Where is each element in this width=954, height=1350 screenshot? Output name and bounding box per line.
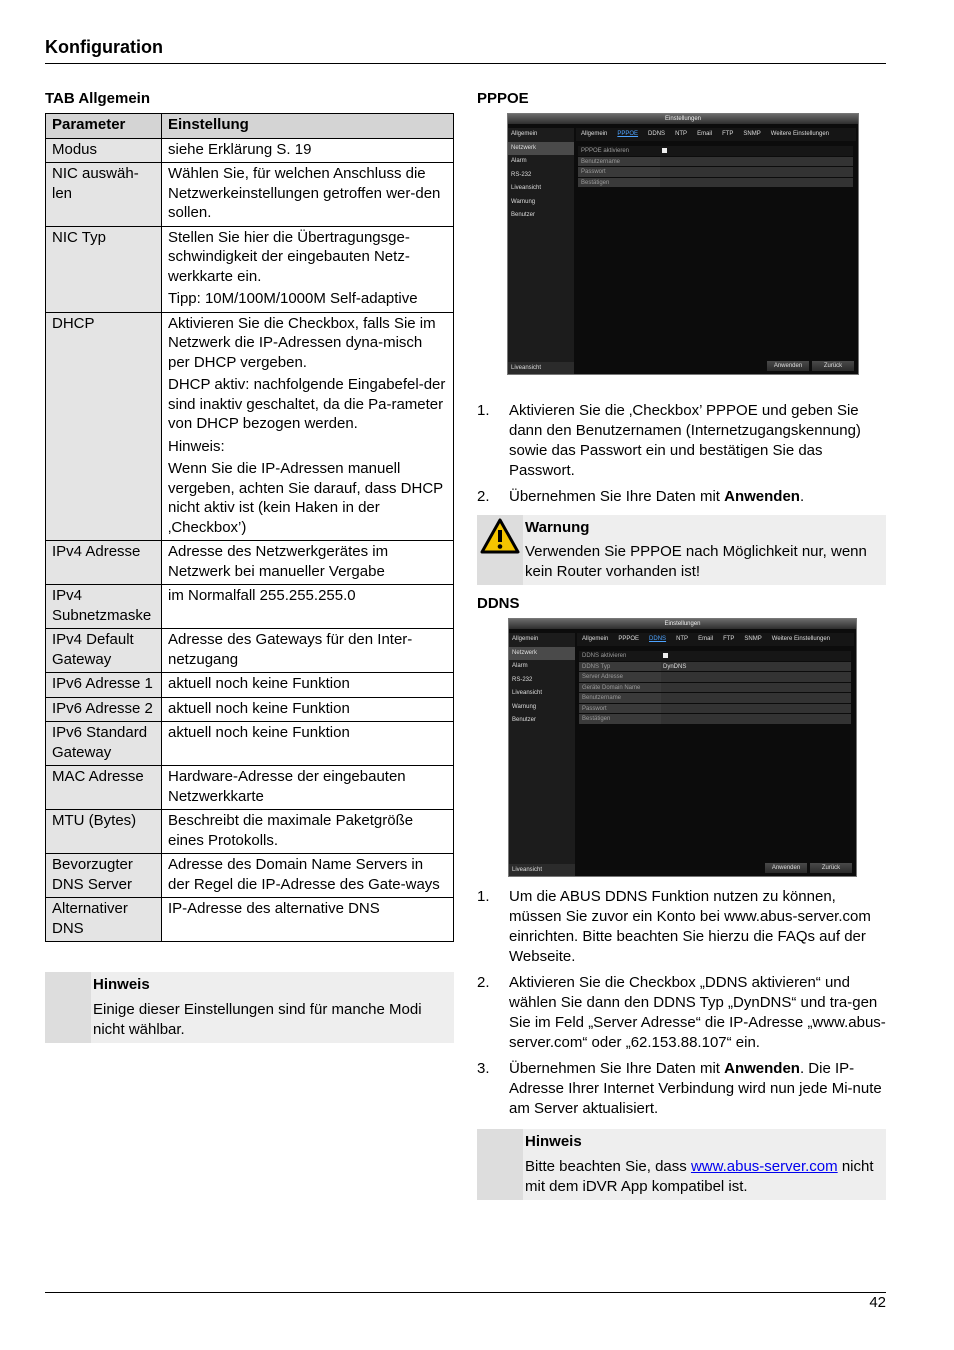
settings-label: Benutzername: [578, 157, 660, 167]
step-text-pre: Übernehmen Sie Ihre Daten mit: [509, 488, 725, 505]
settings-tab[interactable]: NTP: [675, 131, 688, 137]
settings-tab[interactable]: Email: [698, 636, 714, 642]
section-title-tab-allgemein: TAB Allgemein: [45, 90, 151, 107]
parameter-cell: IPv6 Adresse 1: [46, 673, 162, 698]
settings-label: Geräte Domain Name: [579, 683, 661, 693]
settings-value[interactable]: [661, 704, 851, 714]
setting-text: Wählen Sie, für welchen Anschluss die Netzwerkeinstellungen getroffen wer-den sollen.: [168, 165, 441, 221]
settings-value[interactable]: [660, 167, 853, 177]
setting-text: siehe Erklärung S. 19: [168, 140, 312, 158]
settings-value[interactable]: [661, 651, 851, 661]
step-item: [477, 973, 886, 1053]
parameter-cell: MAC Adresse: [46, 766, 162, 810]
setting-cell: [162, 697, 454, 722]
step-text-bold: Anwenden: [724, 1060, 800, 1077]
table-row: [46, 722, 454, 766]
setting-cell: [162, 673, 454, 698]
setting-text: Aktivieren Sie die Checkbox, falls Sie im Netzwerk die IP-Adressen dyna-misch per DHCP vergeben.: [168, 314, 436, 371]
step-text: Um die ABUS DDNS Funktion nutzen zu können, müssen Sie zuvor ein Konto bei www.abus-server.com einrichten. Bitte beachten Sie hierzu die FAQs auf der Webseite.: [509, 888, 871, 965]
note-icon-column: [477, 1129, 523, 1200]
setting-text: aktuell noch keine Funktion: [168, 724, 350, 741]
settings-tabs: [577, 633, 854, 646]
sidebar-item[interactable]: Warnung: [512, 703, 537, 710]
settings-tab[interactable]: SNMP: [744, 636, 762, 642]
right-column: [477, 90, 886, 1200]
sidebar-item[interactable]: Alarm: [511, 158, 527, 164]
settings-value[interactable]: [661, 672, 851, 682]
settings-buttons: [765, 863, 852, 873]
settings-value[interactable]: [661, 693, 851, 703]
setting-cell: [162, 312, 454, 541]
sidebar-item[interactable]: Netzwerk: [508, 142, 574, 156]
settings-tab[interactable]: Weitere Einstellungen: [771, 636, 831, 642]
parameter-cell: Alternativer DNS: [46, 898, 162, 942]
settings-value[interactable]: [661, 714, 851, 724]
table-row: [46, 312, 454, 541]
table-row: [46, 673, 454, 698]
settings-label: Benutzername: [579, 693, 661, 703]
setting-text: DHCP aktiv: nachfolgende Eingabefel-der sind inaktiv geschaltet, da die Pa-rameter von DHCP bezogen werden.: [168, 376, 446, 432]
step-number: 2.: [477, 488, 490, 505]
parameter-cell: DHCP: [46, 312, 162, 541]
column-header-einstellung: Einstellung: [162, 114, 454, 139]
page-header: [45, 37, 886, 64]
sidebar-item[interactable]: Netzwerk: [509, 647, 575, 661]
setting-text: Wenn Sie die IP-Adressen manuell vergeben, achten Sie darauf, dass DHCP nicht aktiv ist (kein Haken in der ‚Checkbox’): [168, 460, 443, 536]
table-header-row: [46, 114, 454, 139]
sidebar-item[interactable]: Benutzer: [511, 212, 536, 218]
abus-server-link[interactable]: www.abus-server.com: [690, 1158, 838, 1175]
sidebar-item[interactable]: Benutzer: [512, 717, 537, 723]
settings-tab[interactable]: PPPOE: [618, 636, 640, 642]
setting-text: Adresse des Domain Name Servers in der Regel die IP-Adresse des Gate-ways: [168, 856, 440, 893]
sidebar-item[interactable]: RS-232: [512, 676, 533, 683]
settings-tabs: [576, 128, 856, 141]
settings-row: [579, 672, 851, 683]
settings-tab[interactable]: NTP: [676, 636, 689, 642]
settings-tab[interactable]: Weitere Einstellungen: [770, 131, 830, 137]
warning-triangle-icon: [479, 517, 521, 555]
warnung-note: [477, 515, 886, 585]
note-text-post: nicht mit dem iDVR App kompatibel ist.: [525, 1158, 874, 1195]
note-text: [525, 1157, 880, 1197]
settings-tab[interactable]: PPPOE: [617, 131, 639, 137]
setting-cell: [162, 854, 454, 898]
settings-row: [579, 693, 851, 704]
settings-label: Server Adresse: [579, 672, 661, 682]
table-row: [46, 697, 454, 722]
table-row: [46, 810, 454, 854]
settings-value[interactable]: [660, 157, 853, 167]
sidebar-item[interactable]: Warnung: [511, 198, 536, 205]
settings-buttons: [767, 361, 854, 371]
window-title: Einstellungen: [509, 619, 856, 629]
step-text-pre: Übernehmen Sie Ihre Daten mit: [509, 1060, 725, 1077]
enable-checkbox[interactable]: [662, 148, 667, 153]
setting-cell: [162, 163, 454, 227]
settings-sidebar: [509, 633, 575, 876]
sidebar-bottom-item[interactable]: Liveansicht: [508, 362, 574, 374]
step-number: 2.: [477, 974, 490, 991]
step-item: [477, 487, 886, 507]
parameter-cell: IPv6 Standard Gateway: [46, 722, 162, 766]
settings-form: [579, 651, 851, 725]
setting-cell: [162, 585, 454, 629]
apply-button[interactable]: Anwenden: [767, 361, 809, 371]
left-column: [45, 90, 454, 1043]
setting-text: aktuell noch keine Funktion: [168, 675, 350, 692]
settings-label: Bestätigen: [579, 714, 661, 724]
back-button[interactable]: Zurück: [810, 863, 852, 873]
hinweis-note-right: [477, 1129, 886, 1200]
setting-cell: [162, 722, 454, 766]
settings-row: [578, 146, 853, 157]
note-text: Einige dieser Einstellungen sind für manche Modi nicht wählbar.: [93, 1001, 422, 1038]
step-text: Aktivieren Sie die Checkbox „DDNS aktivieren“ und wählen Sie dann den DDNS Typ „DynDNS“ und tra-gen Sie im Feld „Server Adresse“ die IP-Adresse „www.abus-server.com“ oder „62.153.88.107“ ein.: [509, 974, 886, 1051]
section-title-ddns: DDNS: [477, 595, 520, 612]
settings-row: [579, 714, 851, 725]
parameter-cell: IPv4 Default Gateway: [46, 629, 162, 673]
settings-label: Passwort: [579, 704, 661, 714]
step-item: [477, 1059, 886, 1119]
settings-value[interactable]: [660, 178, 853, 188]
settings-tab[interactable]: Email: [697, 131, 713, 137]
setting-text: im Normalfall 255.255.255.0: [168, 587, 356, 604]
parameter-cell: IPv4 Subnetzmaske: [46, 585, 162, 629]
parameter-cell: IPv6 Adresse 2: [46, 697, 162, 722]
setting-cell: [162, 226, 454, 312]
page-title: Konfiguration: [45, 37, 163, 57]
column-header-parameter: Parameter: [46, 114, 162, 139]
table-row: [46, 898, 454, 942]
table-row: [46, 541, 454, 585]
parameter-cell: NIC Typ: [46, 226, 162, 312]
settings-row: [578, 157, 853, 168]
note-icon-column: [45, 972, 91, 1043]
settings-tab[interactable]: SNMP: [743, 131, 761, 137]
section-title-pppoe: PPPOE: [477, 90, 529, 107]
table-row: [46, 138, 454, 163]
back-button[interactable]: Zurück: [812, 361, 854, 371]
page-footer-rule: [45, 1292, 886, 1293]
parameter-cell: IPv4 Adresse: [46, 541, 162, 585]
settings-row: [578, 167, 853, 178]
settings-tab[interactable]: Allgemein: [582, 636, 609, 642]
table-row: [46, 163, 454, 227]
settings-value[interactable]: DynDNS: [661, 662, 851, 672]
sidebar-item[interactable]: RS-232: [511, 171, 532, 178]
settings-label: PPPOE aktivieren: [578, 146, 660, 156]
warning-text: Verwenden Sie PPPOE nach Möglichkeit nur, wenn kein Router vorhanden ist!: [525, 543, 867, 580]
settings-row: [578, 178, 853, 189]
sidebar-item[interactable]: Alarm: [512, 663, 528, 669]
setting-text: Adresse des Gateways für den Inter-netzugang: [168, 631, 413, 668]
setting-text: Tipp: 10M/100M/1000M Self-adaptive: [168, 290, 418, 307]
ddns-settings-screenshot: [508, 618, 857, 877]
setting-cell: [162, 541, 454, 585]
settings-sidebar: [508, 128, 574, 374]
note-text-pre: Bitte beachten Sie, dass: [525, 1158, 691, 1175]
step-item: [477, 887, 886, 967]
table-row: [46, 629, 454, 673]
parameter-cell: MTU (Bytes): [46, 810, 162, 854]
setting-cell: [162, 810, 454, 854]
table-body: [46, 138, 454, 942]
table-row: [46, 854, 454, 898]
setting-cell: [162, 138, 454, 163]
sidebar-item[interactable]: Allgemein: [512, 636, 539, 642]
settings-label: Bestätigen: [578, 178, 660, 188]
parameter-cell: NIC auswäh-len: [46, 163, 162, 227]
table-row: [46, 585, 454, 629]
settings-row: [579, 651, 851, 662]
settings-row: [579, 704, 851, 715]
pppoe-settings-screenshot: [507, 113, 859, 375]
sidebar-bottom-item[interactable]: Liveansicht: [509, 864, 575, 876]
page-number: 42: [869, 1294, 886, 1311]
step-text: Aktivieren Sie die ‚Checkbox’ PPPOE und geben Sie dann den Benutzernamen (Internetzugangskennung) sowie das Passwort ein und bestätigen Sie das Passwort.: [509, 402, 861, 479]
table-row: [46, 226, 454, 312]
table-row: [46, 766, 454, 810]
sidebar-item[interactable]: Allgemein: [511, 131, 538, 137]
settings-label: Passwort: [578, 167, 660, 177]
settings-value[interactable]: [660, 146, 853, 156]
settings-row: [579, 662, 851, 673]
setting-cell: [162, 766, 454, 810]
setting-cell: [162, 629, 454, 673]
settings-form: [578, 146, 853, 188]
settings-tab[interactable]: FTP: [722, 131, 734, 137]
step-item: [477, 401, 886, 481]
step-number: 3.: [477, 1060, 490, 1077]
settings-tab[interactable]: DDNS: [649, 636, 667, 642]
settings-value[interactable]: [661, 683, 851, 693]
hinweis-note-left: [45, 972, 454, 1043]
setting-text: Adresse des Netzwerkgerätes im Netzwerk bei manueller Vergabe: [168, 543, 389, 580]
settings-row: [579, 683, 851, 694]
step-text-bold: Anwenden: [724, 488, 800, 505]
step-number: 1.: [477, 888, 490, 905]
enable-checkbox[interactable]: [663, 653, 668, 658]
warning-title: Warnung: [525, 519, 590, 536]
setting-cell: [162, 898, 454, 942]
settings-label: DDNS aktivieren: [579, 651, 661, 661]
parameter-cell: Bevorzugter DNS Server: [46, 854, 162, 898]
setting-text: Hinweis:: [168, 437, 225, 455]
settings-tab[interactable]: Allgemein: [581, 131, 608, 137]
setting-text: IP-Adresse des alternative DNS: [168, 900, 380, 917]
window-title: Einstellungen: [508, 114, 858, 124]
note-title: Hinweis: [93, 976, 150, 993]
ddns-steps-list: [477, 887, 886, 1119]
step-number: 1.: [477, 402, 490, 419]
sidebar-item[interactable]: Liveansicht: [512, 690, 543, 696]
step-text-post: . Die IP-Adresse Ihrer Internet Verbindung wird nun jede Mi-nute am Server aktualisiert.: [509, 1060, 882, 1117]
apply-button[interactable]: Anwenden: [765, 863, 807, 873]
note-title: Hinweis: [525, 1133, 582, 1150]
settings-tab[interactable]: FTP: [723, 636, 735, 642]
settings-tab[interactable]: DDNS: [648, 131, 666, 137]
parameter-table: [45, 113, 454, 942]
pppoe-steps-list: [477, 401, 886, 507]
setting-text: Stellen Sie hier die Übertragungsge-schwindigkeit der eingebauten Netz-werkkarte ein.: [168, 228, 410, 285]
parameter-cell: Modus: [46, 138, 162, 163]
setting-text: aktuell noch keine Funktion: [168, 699, 350, 717]
step-text-post: .: [799, 488, 805, 505]
setting-text: Hardware-Adresse der eingebauten Netzwerkkarte: [168, 768, 406, 805]
settings-label: DDNS Typ: [579, 662, 661, 672]
setting-text: Beschreibt die maximale Paketgröße eines Protokolls.: [168, 812, 414, 849]
sidebar-item[interactable]: Liveansicht: [511, 185, 542, 191]
